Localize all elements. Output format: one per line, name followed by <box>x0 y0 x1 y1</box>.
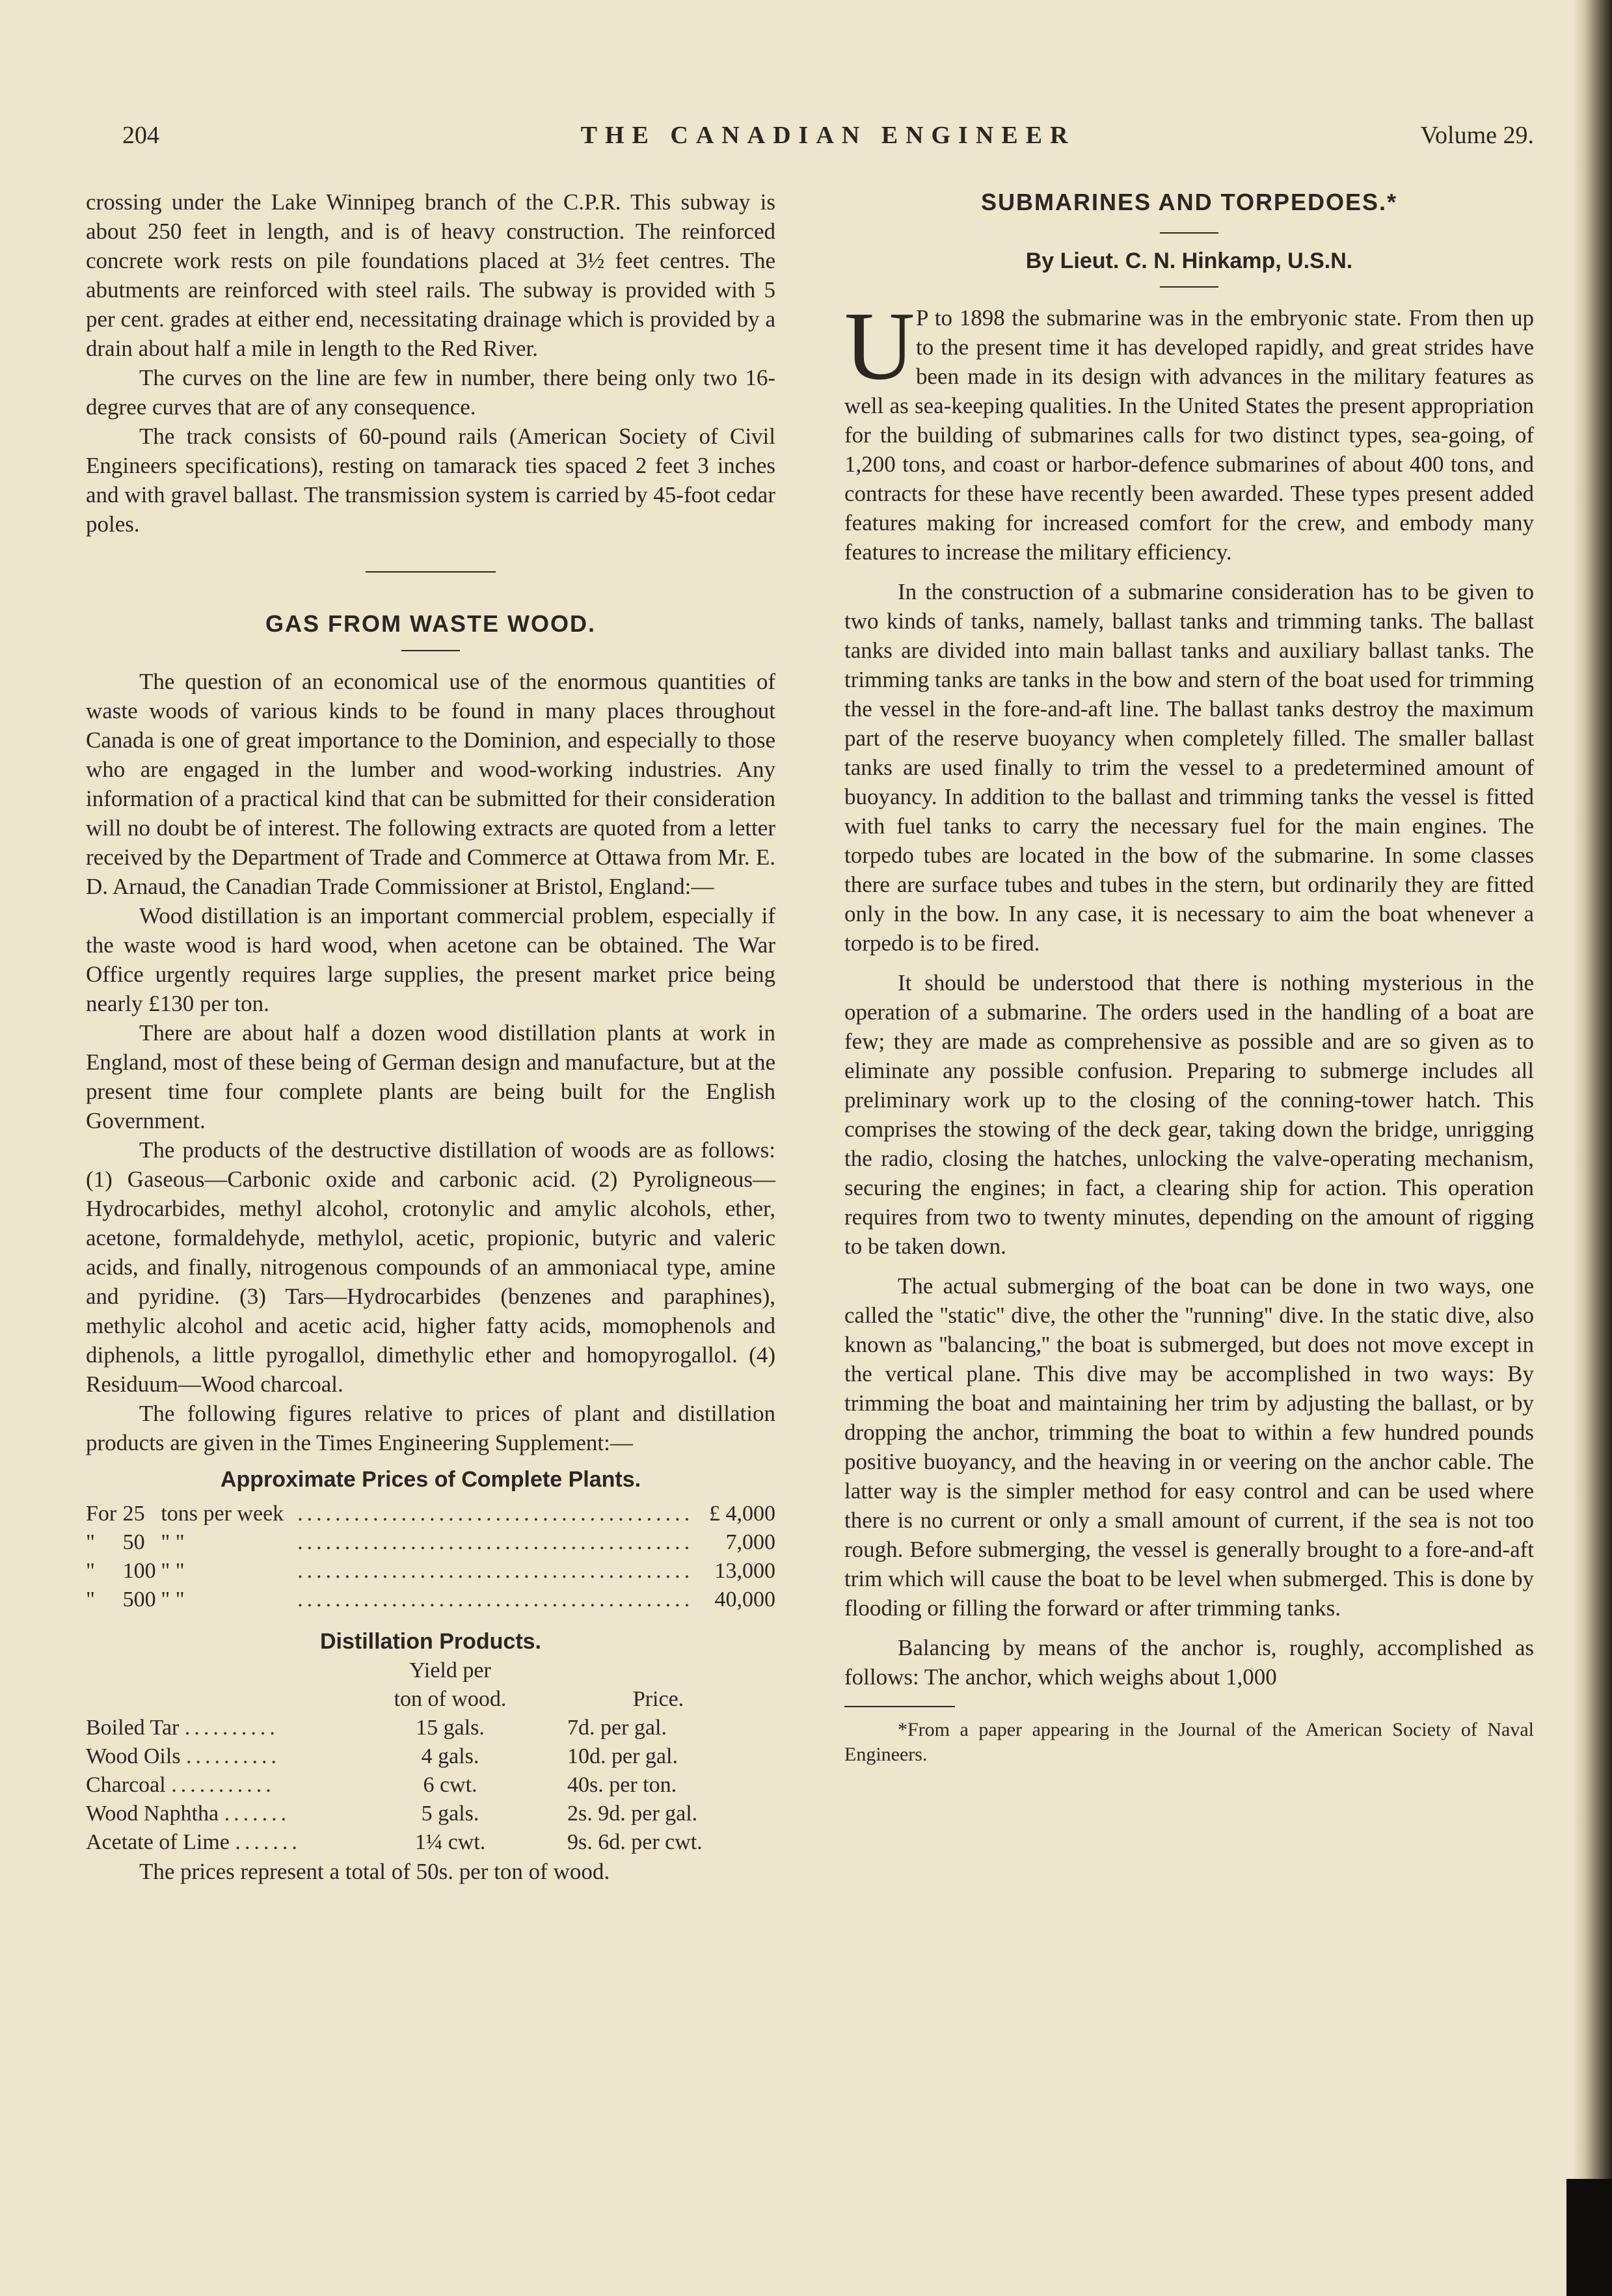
paragraph: The products of the destructive distillation of woods are as follows: (1) Gaseous—Carbonic oxide and carbonic acid. (2) Pyroligneous—Hydrocarbides, methyl alcohol, crotonylic and amylic alcohols, ether, acetone, formaldehyde, methylol, acetic, propionic, butyric and valeric acids, and finally, nitrogenous compounds of an ammoniacal type, amine and pyridine. (3) Tars—Hydrocarbides (benzenes and paraphines), methylic alcohol and acetic acid, higher fatty acids, momophenols and diphenols, a little pyrogallol, dimethylic ether and homopyrogallol. (4) Residuum—Wood charcoal. <box>86 1137 775 1397</box>
footnote: *From a paper appearing in the Journal of the American Society of Naval Engineers. <box>844 1719 1534 1765</box>
product-name: Wood Oils <box>86 1744 181 1768</box>
column-header: Price. <box>632 1687 684 1711</box>
table-cell: " <box>86 1530 95 1554</box>
opening-paragraph <box>844 292 1534 567</box>
plants-table-title: Approximate Prices of Complete Plants. <box>220 1467 641 1492</box>
book-spine-shadow <box>1573 0 1612 2296</box>
column-header: Yield per <box>409 1658 491 1682</box>
footnote-rule <box>844 1706 955 1707</box>
journal-title: THE CANADIAN ENGINEER <box>580 122 1076 149</box>
plants-price-table <box>86 1500 775 1614</box>
paragraph: The track consists of 60-pound rails (American Society of Civil Engineers specifications), resting on tamarack ties spaced 2 feet 3 inches and with gravel ballast. The transmission system is carried by 45-foot cedar poles. <box>86 424 775 537</box>
table-row <box>86 1828 775 1857</box>
table-cell: 9s. 6d. per cwt. <box>567 1830 703 1854</box>
table-row <box>86 1557 775 1586</box>
paragraph: The actual submerging of the boat can be done in two ways, one called the ''static'' dive, the other the ''running'' dive. In the static dive, also known as ''balancing,'' the boat is submerged, but does not move except in the vertical plane. This dive may be accomplished in two ways: By trimming the boat and maintaining her trim by adjusting the ballast, or by dropping the anchor, trimming the boat to within a few hundred pounds positive buoyancy, and the heaving in or veering on the anchor cable. The latter way is the simpler method for easy control and can be used where there is no current or only a small amount of current, if the sea is not too rough. Before submerging, the vessel is generally brought to a fore-and-aft trim which will cause the boat to be level when submerged. This is done by flooding or filling the forward or after trimming tanks. <box>844 1273 1534 1621</box>
dot-leader: ....... <box>235 1830 301 1854</box>
table-cell: 50 <box>122 1530 145 1554</box>
drop-cap: U <box>844 292 915 400</box>
table-cell <box>86 1742 359 1771</box>
paragraph: The question of an economical use of the enormous quantities of waste woods of various kinds to be found in many places throughout Canada is one of great importance to the Dominion, and especially to those who are engaged in the lumber and wood-working industries. Any information of a practical kind that can be submitted for their consideration will no doubt be of interest. The following extracts are quoted from a letter received by the Department of Trade and Commerce at Ottawa from Mr. E. D. Arnaud, the Canadian Trade Commissioner at Bristol, England:— <box>86 669 775 899</box>
table-row <box>86 1714 775 1742</box>
table-row <box>86 1800 775 1828</box>
table-cell: For <box>86 1502 117 1526</box>
product-name: Boiled Tar <box>86 1716 180 1740</box>
table-cell <box>86 1714 359 1742</box>
paragraph: There are about half a dozen wood distillation plants at work in England, most of these being of German design and manufacture, but at the present time four complete plants are being built for the English Government. <box>86 1020 775 1133</box>
closing-line: The prices represent a total of 50s. per ton of wood. <box>139 1859 610 1884</box>
book-spine-corner <box>1566 2179 1612 2296</box>
table-cell: 13,000 <box>714 1559 775 1583</box>
volume-label: Volume 29. <box>1420 122 1534 149</box>
paragraph: P to 1898 the submarine was in the embryonic state. From then up to the present time it has developed rapidly, and great strides have been made in its design with advances in the military features as well as sea-keeping qualities. In the United States the present appropriation for the building of submarines calls for two distinct types, sea-going, of 1,200 tons, and coast or harbor-defence submarines of about 400 tons, and contracts for these have recently been awarded. These types present added features making for increased comfort for the crew, and embody many features to increase the military efficiency. <box>844 305 1534 565</box>
table-cell: 40,000 <box>714 1587 775 1612</box>
paragraph: Wood distillation is an important commercial problem, especially if the waste wood is hard wood, when acetone can be obtained. The War Office urgently requires large supplies, the present market price being nearly £130 per ton. <box>86 903 775 1016</box>
table-cell: 7d. per gal. <box>567 1716 667 1740</box>
table-cell: 500 <box>122 1587 156 1612</box>
table-header-row <box>86 1656 775 1685</box>
column-header: ton of wood. <box>394 1687 507 1711</box>
paragraph: It should be understood that there is nothing mysterious in the operation of a submarine. The orders used in the handling of a boat are few; they are made as comprehensive as possible and are so given as to eliminate any possible confusion. Preparing to submerge includes all preliminary work up to the closing of the conning-tower hatch. This comprises the stowing of the deck gear, taking down the bridge, unrigging the radio, closing the hatches, unlocking the valve-operating mechanism, securing the engines; in fact, a clearing ship for action. This operation requires from two to twenty minutes, depending on the amount of rigging to be taken down. <box>844 970 1534 1259</box>
paragraph: The following figures relative to prices of plant and distillation products are given in the Times Engineering Supplement:— <box>86 1401 775 1455</box>
dot-leader: ....... <box>224 1802 291 1826</box>
table-cell: 2s. 9d. per gal. <box>567 1802 698 1826</box>
table-cell: " " <box>161 1587 185 1612</box>
left-column <box>86 187 775 1886</box>
byline: By Lieut. C. N. Hinkamp, U.S.N. <box>1025 249 1353 273</box>
table-cell: 15 gals. <box>416 1716 485 1740</box>
table-cell: 5 gals. <box>421 1802 479 1826</box>
table-row <box>86 1528 775 1557</box>
distillation-table-title: Distillation Products. <box>319 1629 542 1654</box>
table-cell: 40s. per ton. <box>567 1773 677 1797</box>
table-cell: " " <box>161 1530 185 1554</box>
right-column <box>844 187 1534 1767</box>
page-number: 204 <box>122 122 159 149</box>
page-header <box>122 121 1534 160</box>
table-cell <box>86 1771 359 1800</box>
product-name: Acetate of Lime <box>86 1830 230 1854</box>
distillation-products-table <box>86 1656 775 1857</box>
table-cell: " <box>86 1559 95 1583</box>
table-cell: 6 cwt. <box>423 1773 477 1797</box>
table-header-row <box>86 1685 775 1714</box>
table-cell: 10d. per gal. <box>567 1744 678 1768</box>
dot-leader: .......... <box>186 1744 281 1768</box>
table-row <box>86 1500 775 1528</box>
table-cell: 100 <box>122 1559 156 1583</box>
table-cell: " <box>86 1587 95 1612</box>
table-cell: tons per week <box>161 1502 284 1526</box>
paragraph: The curves on the line are few in number, there being only two 16-degree curves that are of any consequence. <box>86 365 775 420</box>
table-cell: 7,000 <box>725 1530 775 1554</box>
paragraph: Balancing by means of the anchor is, roughly, accomplished as follows: The anchor, which weighs about 1,000 <box>844 1635 1534 1690</box>
table-row <box>86 1586 775 1614</box>
article-title-submarines: SUBMARINES AND TORPEDOES.* <box>980 189 1398 215</box>
table-cell <box>86 1800 359 1828</box>
product-name: Wood Naphtha <box>86 1802 219 1826</box>
table-cell: 1¼ cwt. <box>414 1830 486 1854</box>
article-title-gas: GAS FROM WASTE WOOD. <box>265 610 596 637</box>
dot-leader: .......................................... <box>297 1530 694 1554</box>
product-name: Charcoal <box>86 1773 166 1797</box>
table-cell: 25 <box>122 1502 145 1526</box>
dot-leader: ........... <box>171 1773 275 1797</box>
paragraph: In the construction of a submarine consideration has to be given to two kinds of tanks, namely, ballast tanks and trimming tanks. The ballast tanks are divided into main ballast tanks and auxiliary ballast tanks. The trimming tanks are tanks in the bow and stern of the boat used for trimming the vessel in the fore-and-aft line. The ballast tanks destroy the maximum part of the reserve buoyancy when completely filled. The smaller ballast tanks are used finally to trim the vessel to a predetermined amount of buoyancy. In addition to the ballast and trimming tanks the vessel is fitted with fuel tanks to carry the necessary fuel for the main engines. The torpedo tubes are located in the bow of the submarine. In some classes there are surface tubes and tubes in the stern, but ordinarily they are fitted only in the bow. In any case, it is necessary to aim the boat whenever a torpedo is to be fired. <box>844 579 1534 956</box>
dot-leader: .......... <box>184 1716 279 1740</box>
table-cell: 4 gals. <box>421 1744 479 1768</box>
dot-leader: .......................................... <box>297 1502 694 1526</box>
dot-leader: .......................................... <box>297 1587 694 1612</box>
paragraph: crossing under the Lake Winnipeg branch of the C.P.R. This subway is about 250 feet in length, and is of heavy construction. The reinforced concrete work rests on pile foundations placed at 3½ feet centres. The abutments are reinforced with steel rails. The subway is provided with 5 per cent. grades at either end, necessitating drainage which is provided by a drain about half a mile in length to the Red River. <box>86 189 775 361</box>
table-cell: £ 4,000 <box>709 1502 775 1526</box>
table-cell <box>86 1828 359 1857</box>
table-row <box>86 1771 775 1800</box>
table-cell: " " <box>161 1559 185 1583</box>
dot-leader: .......................................... <box>297 1559 694 1583</box>
table-row <box>86 1742 775 1771</box>
